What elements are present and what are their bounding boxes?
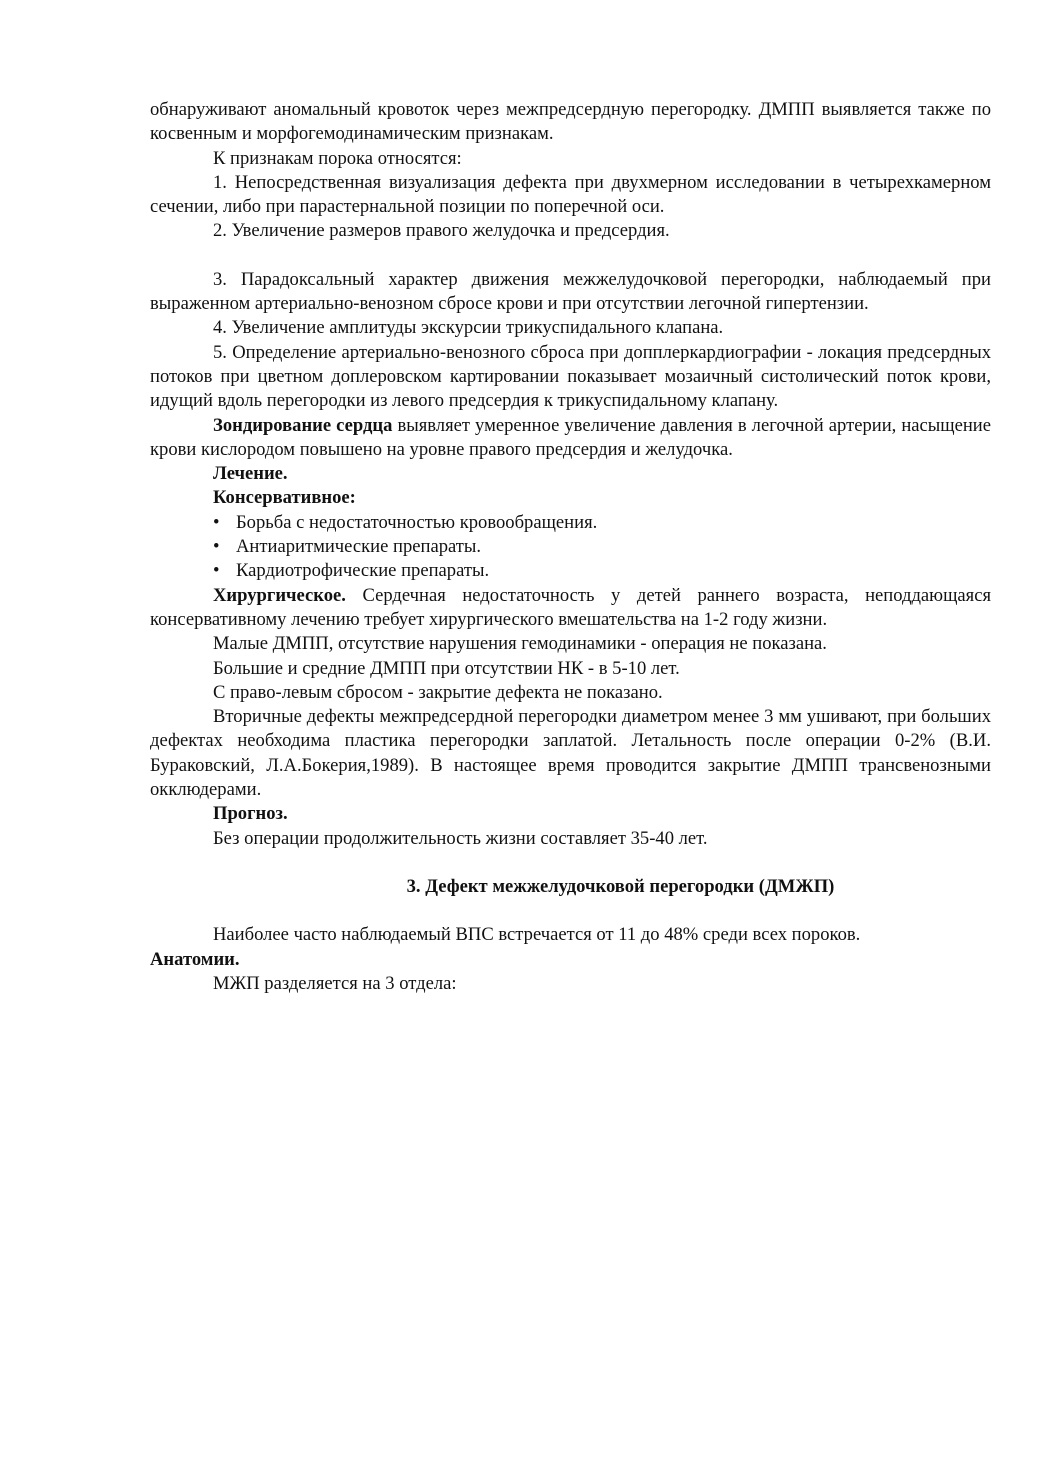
surgical-text: Сердечная недостаточность у детей раннего возраста, неподдающаяся консервативному лечению требует хирургического вмешательства на 1-2 году жизни. bbox=[150, 584, 991, 630]
sign-item-4: 4. Увеличение амплитуды экскурсии трикуспидального клапана. bbox=[213, 317, 724, 339]
treatment-heading: Лечение. bbox=[213, 463, 288, 485]
sign-item-3: 3. Парадоксальный характер движения межжелудочковой перегородки, наблюдаемый при выраженном артериально-венозном сбросе крови и при отсутствии легочной гипертензии. bbox=[150, 268, 991, 315]
bullet-icon: • bbox=[213, 560, 220, 582]
paragraph-small-dmpp: Малые ДМПП, отсутствие нарушения гемодинамики - операция не показана. bbox=[213, 633, 827, 655]
paragraph-anatomy: МЖП разделяется на 3 отдела: bbox=[213, 972, 457, 994]
list-item-text: Борьба с недостаточностью кровообращения. bbox=[236, 511, 598, 533]
paragraph-probing bbox=[150, 414, 991, 463]
paragraph-surgical bbox=[150, 584, 991, 633]
prognosis-heading: Прогноз. bbox=[213, 803, 288, 825]
sign-item-2: 2. Увеличение размеров правого желудочка и предсердия. bbox=[213, 220, 670, 242]
conservative-list bbox=[150, 511, 991, 584]
paragraph-signs-intro: К признакам порока относятся: bbox=[213, 147, 462, 169]
paragraph-large-dmpp: Большие и средние ДМПП при отсутствии НК - в 5-10 лет. bbox=[213, 657, 680, 679]
spacer bbox=[150, 244, 991, 268]
conservative-heading: Консервативное: bbox=[213, 487, 356, 509]
list-item bbox=[213, 535, 991, 559]
spacer bbox=[150, 851, 991, 875]
list-item bbox=[213, 559, 991, 583]
paragraph-secondary-defects: Вторичные дефекты межпредсердной перегородки диаметром менее 3 мм ушивают, при больших дефектах необходима пластика перегородки заплатой. Летальность после операции 0-2% (В.И. Бураковский, Л.А.Бокерия,1989). В настоящее время проводится закрытие ДМПП трансвенозными окклюдерами. bbox=[150, 706, 991, 801]
list-item-text: Антиаритмические препараты. bbox=[236, 536, 482, 558]
sign-item-5: 5. Определение артериально-венозного сброса при допплеркардиографии - локация предсердных потоков при цветном доплеровском картировании показывает мозаичный систолический поток крови, идущий вдоль перегородки из левого предсердия к трикуспидальному клапану. bbox=[150, 341, 991, 412]
anatomy-heading: Анатомии. bbox=[150, 948, 240, 970]
sign-item-1: 1. Непосредственная визуализация дефекта при двухмерном исследовании в четырехкамерном сечении, либо при парастернальной позиции по поперечной оси. bbox=[150, 171, 991, 218]
surgical-bold: Хирургическое. bbox=[213, 584, 346, 606]
document-page bbox=[150, 98, 991, 996]
bullet-icon: • bbox=[213, 511, 220, 533]
probing-bold: Зондирование сердца bbox=[213, 414, 393, 436]
spacer bbox=[150, 899, 991, 923]
section-heading: 3. Дефект межжелудочковой перегородки (ДМЖП) bbox=[406, 875, 835, 897]
paragraph-dmpp-detection: обнаруживают аномальный кровоток через межпредсердную перегородку. ДМПП выявляется также по косвенным и морфогемодинамическим признакам. bbox=[150, 99, 991, 145]
paragraph-prognosis: Без операции продолжительность жизни составляет 35-40 лет. bbox=[213, 827, 708, 849]
paragraph-right-left-shunt: С право-левым сбросом - закрытие дефекта не показано. bbox=[213, 681, 663, 703]
probing-text: выявляет умеренное увеличение давления в легочной артерии, насыщение крови кислородом повышено на уровне правого предсердия и желудочка. bbox=[150, 414, 991, 460]
bullet-icon: • bbox=[213, 536, 220, 558]
list-item bbox=[213, 511, 991, 535]
paragraph-vsd-intro: Наиболее часто наблюдаемый ВПС встречается от 11 до 48% среди всех пороков. bbox=[213, 924, 861, 946]
list-item-text: Кардиотрофические препараты. bbox=[236, 560, 490, 582]
